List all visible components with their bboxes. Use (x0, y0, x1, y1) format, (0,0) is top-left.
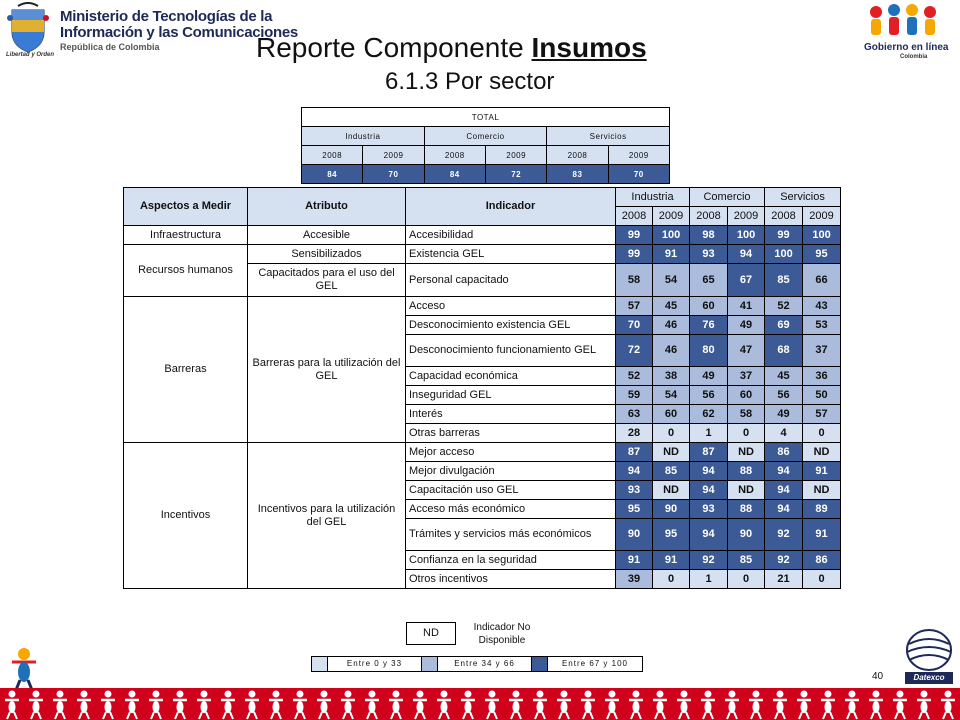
total-year: 2009 (363, 146, 424, 165)
value-cell: 66 (803, 264, 841, 297)
page-subtitle: 6.1.3 Por sector (385, 68, 555, 95)
legend-swatch-high (532, 657, 548, 671)
value-cell: 99 (616, 245, 653, 264)
indicador-cell: Interés (406, 405, 616, 424)
value-cell: 90 (728, 519, 765, 551)
value-cell: 54 (653, 264, 690, 297)
value-cell: 80 (690, 335, 728, 367)
indicador-cell: Desconocimiento existencia GEL (406, 316, 616, 335)
value-cell: 46 (653, 316, 690, 335)
indicador-cell: Acceso más económico (406, 500, 616, 519)
value-cell: 69 (765, 316, 803, 335)
value-cell: 88 (728, 462, 765, 481)
header-year: 2008 (616, 207, 653, 226)
legend-swatch-mid (422, 657, 438, 671)
atributo-cell: Incentivos para la utilización del GEL (248, 443, 406, 589)
value-cell: 94 (690, 481, 728, 500)
value-cell: 91 (803, 519, 841, 551)
table-row (124, 226, 841, 245)
value-cell: 46 (653, 335, 690, 367)
value-cell: ND (653, 481, 690, 500)
value-cell: 4 (765, 424, 803, 443)
value-cell: 59 (616, 386, 653, 405)
legend-label-mid: Entre 34 y 66 (438, 657, 532, 671)
value-cell: 52 (616, 367, 653, 386)
value-cell: 100 (765, 245, 803, 264)
header-sector: Industria (616, 188, 690, 207)
header-year: 2009 (728, 207, 765, 226)
value-cell: 88 (728, 500, 765, 519)
globe-icon (903, 628, 955, 672)
value-cell: 87 (616, 443, 653, 462)
value-cell: 54 (653, 386, 690, 405)
datexco-label: Datexco (905, 672, 953, 684)
indicador-cell: Trámites y servicios más económicos (406, 519, 616, 551)
crest-caption: Libertad y Orden (6, 52, 55, 58)
value-cell: 72 (616, 335, 653, 367)
person-icon (8, 646, 40, 690)
value-cell: ND (728, 481, 765, 500)
indicador-cell: Existencia GEL (406, 245, 616, 264)
value-cell: 91 (616, 551, 653, 570)
total-value: 84 (302, 165, 363, 184)
indicador-cell: Inseguridad GEL (406, 386, 616, 405)
total-sector: Servicios (547, 127, 670, 146)
atributo-cell: Sensibilizados (248, 245, 406, 264)
atributo-cell: Accesible (248, 226, 406, 245)
total-year: 2008 (302, 146, 363, 165)
value-cell: 91 (653, 245, 690, 264)
total-value: 70 (608, 165, 669, 184)
aspecto-cell: Incentivos (124, 443, 248, 589)
indicador-cell: Mejor acceso (406, 443, 616, 462)
total-year: 2009 (485, 146, 546, 165)
value-cell: 36 (803, 367, 841, 386)
header-year: 2008 (690, 207, 728, 226)
header-sector: Comercio (690, 188, 765, 207)
header-indicador: Indicador (406, 188, 616, 226)
value-cell: 93 (690, 245, 728, 264)
total-sector: Industria (302, 127, 425, 146)
value-cell: 92 (690, 551, 728, 570)
nd-legend-caption: Indicador No Disponible (473, 622, 531, 646)
value-cell: 45 (765, 367, 803, 386)
value-cell: 37 (728, 367, 765, 386)
value-cell: 99 (765, 226, 803, 245)
value-cell: 87 (690, 443, 728, 462)
value-cell: ND (803, 481, 841, 500)
value-cell: 58 (728, 405, 765, 424)
value-cell: 98 (690, 226, 728, 245)
value-cell: 94 (728, 245, 765, 264)
atributo-cell: Capacitados para el uso del GEL (248, 264, 406, 297)
value-cell: 39 (616, 570, 653, 589)
value-cell: 90 (653, 500, 690, 519)
value-cell: 85 (765, 264, 803, 297)
value-cell: 56 (765, 386, 803, 405)
table-row (124, 443, 841, 462)
ministry-name-line2: Información y las Comunicaciones (60, 24, 298, 41)
indicador-cell: Mejor divulgación (406, 462, 616, 481)
total-sector: Comercio (424, 127, 547, 146)
value-cell: 100 (653, 226, 690, 245)
value-cell: 49 (765, 405, 803, 424)
value-cell: 28 (616, 424, 653, 443)
title-emphasis: Insumos (531, 32, 647, 63)
value-cell: 91 (803, 462, 841, 481)
value-cell: 21 (765, 570, 803, 589)
value-cell: 52 (765, 297, 803, 316)
atributo-cell: Barreras para la utilización del GEL (248, 297, 406, 443)
value-cell: 67 (728, 264, 765, 297)
indicador-cell: Otras barreras (406, 424, 616, 443)
nd-legend-box: ND (406, 622, 456, 645)
indicador-cell: Acceso (406, 297, 616, 316)
value-cell: 41 (728, 297, 765, 316)
value-cell: 89 (803, 500, 841, 519)
value-cell: 43 (803, 297, 841, 316)
value-cell: 49 (728, 316, 765, 335)
value-cell: 1 (690, 570, 728, 589)
value-cell: 94 (690, 462, 728, 481)
value-cell: 38 (653, 367, 690, 386)
color-legend (311, 656, 643, 672)
value-cell: 95 (653, 519, 690, 551)
title-prefix: Reporte Componente (256, 32, 532, 63)
value-cell: 49 (690, 367, 728, 386)
value-cell: 92 (765, 519, 803, 551)
page-number: 40 (872, 671, 884, 682)
indicador-cell: Confianza en la seguridad (406, 551, 616, 570)
total-value: 70 (363, 165, 424, 184)
value-cell: 94 (765, 481, 803, 500)
indicador-cell: Capacidad económica (406, 367, 616, 386)
value-cell: 92 (765, 551, 803, 570)
total-year: 2008 (547, 146, 608, 165)
table-row (124, 245, 841, 264)
gobierno-en-linea-logo (862, 2, 952, 64)
legend-swatch-low (312, 657, 328, 671)
value-cell: 91 (653, 551, 690, 570)
value-cell: 94 (616, 462, 653, 481)
value-cell: 100 (803, 226, 841, 245)
value-cell: 94 (765, 462, 803, 481)
gob-country: Colombia (900, 54, 928, 60)
value-cell: 57 (616, 297, 653, 316)
footer-people-band (0, 688, 960, 720)
gob-name: Gobierno en línea (864, 42, 949, 53)
indicador-cell: Otros incentivos (406, 570, 616, 589)
value-cell: 68 (765, 335, 803, 367)
value-cell: 0 (728, 424, 765, 443)
header-year: 2009 (653, 207, 690, 226)
indicador-cell: Capacitación uso GEL (406, 481, 616, 500)
value-cell: 94 (765, 500, 803, 519)
people-pattern-icon (0, 688, 960, 720)
value-cell: 53 (803, 316, 841, 335)
value-cell: 50 (803, 386, 841, 405)
header-sector: Servicios (765, 188, 841, 207)
ministry-country: República de Colombia (60, 42, 160, 52)
value-cell: 62 (690, 405, 728, 424)
value-cell: 86 (803, 551, 841, 570)
colombia-crest-icon (4, 2, 55, 58)
legend-label-low: Entre 0 y 33 (328, 657, 422, 671)
page-title (256, 32, 647, 64)
table-row (124, 297, 841, 316)
value-cell: ND (728, 443, 765, 462)
value-cell: 65 (690, 264, 728, 297)
value-cell: 60 (728, 386, 765, 405)
value-cell: 99 (616, 226, 653, 245)
value-cell: 76 (690, 316, 728, 335)
value-cell: 37 (803, 335, 841, 367)
total-value: 72 (485, 165, 546, 184)
indicador-cell: Personal capacitado (406, 264, 616, 297)
value-cell: 60 (690, 297, 728, 316)
value-cell: 58 (616, 264, 653, 297)
value-cell: 0 (653, 570, 690, 589)
ministry-name-line1: Ministerio de Tecnologías de la (60, 8, 273, 25)
value-cell: 86 (765, 443, 803, 462)
value-cell: 85 (728, 551, 765, 570)
people-group-icon (862, 2, 952, 42)
value-cell: 1 (690, 424, 728, 443)
indicador-cell: Accesibilidad (406, 226, 616, 245)
total-year: 2008 (424, 146, 485, 165)
value-cell: 0 (803, 570, 841, 589)
header-year: 2009 (803, 207, 841, 226)
header-aspectos: Aspectos a Medir (124, 188, 248, 226)
value-cell: 57 (803, 405, 841, 424)
value-cell: 100 (728, 226, 765, 245)
value-cell: 85 (653, 462, 690, 481)
value-cell: 63 (616, 405, 653, 424)
value-cell: ND (653, 443, 690, 462)
indicators-table (123, 187, 841, 589)
total-title: TOTAL (302, 108, 670, 127)
value-cell: 70 (616, 316, 653, 335)
value-cell: 0 (728, 570, 765, 589)
value-cell: 94 (690, 519, 728, 551)
total-year: 2009 (608, 146, 669, 165)
value-cell: 95 (803, 245, 841, 264)
aspecto-cell: Infraestructura (124, 226, 248, 245)
total-value: 84 (424, 165, 485, 184)
value-cell: 45 (653, 297, 690, 316)
indicador-cell: Desconocimiento funcionamiento GEL (406, 335, 616, 367)
ministry-logo (4, 2, 298, 64)
value-cell: 93 (690, 500, 728, 519)
value-cell: 0 (803, 424, 841, 443)
value-cell: 60 (653, 405, 690, 424)
total-value: 83 (547, 165, 608, 184)
value-cell: ND (803, 443, 841, 462)
legend-label-high: Entre 67 y 100 (561, 659, 629, 668)
value-cell: 90 (616, 519, 653, 551)
value-cell: 47 (728, 335, 765, 367)
aspecto-cell: Barreras (124, 297, 248, 443)
header-atributo: Atributo (248, 188, 406, 226)
value-cell: 0 (653, 424, 690, 443)
aspecto-cell: Recursos humanos (124, 245, 248, 297)
header-year: 2008 (765, 207, 803, 226)
value-cell: 95 (616, 500, 653, 519)
value-cell: 56 (690, 386, 728, 405)
total-table (301, 107, 670, 184)
datexco-logo (903, 628, 955, 684)
value-cell: 93 (616, 481, 653, 500)
